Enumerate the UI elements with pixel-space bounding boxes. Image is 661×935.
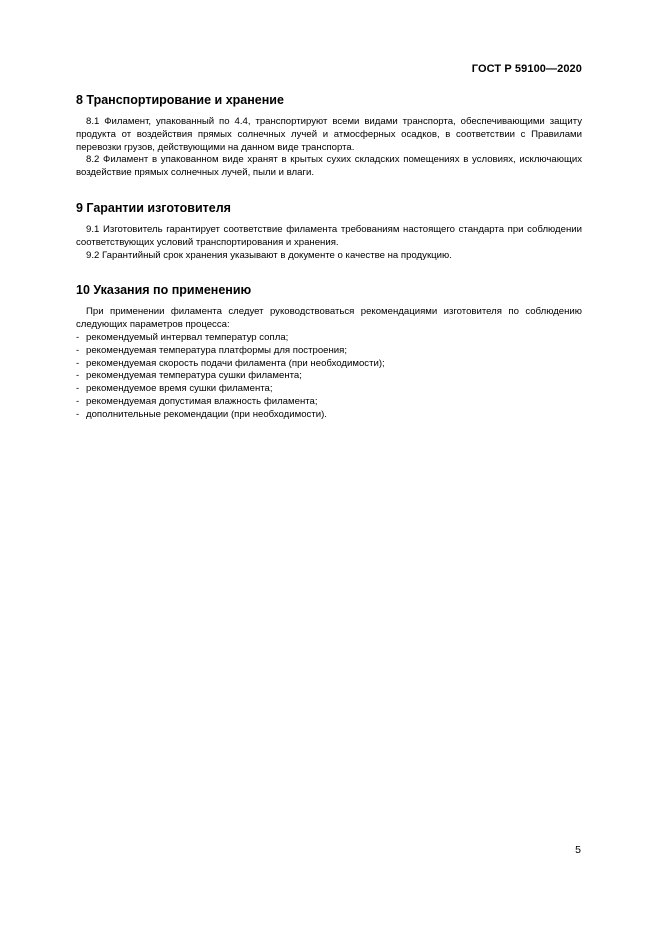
paragraph: 8.2 Филамент в упакованном виде хранят в крытых сухих складских помещениях в условиях, исключающих воздействие прямых солнечных лучей, пыли и влаги. bbox=[76, 154, 582, 179]
list-item-text: рекомендуемая скорость подачи филамента (при необходимости); bbox=[86, 357, 385, 369]
section-heading: 10 Указания по применению bbox=[76, 283, 252, 298]
list-item bbox=[76, 345, 582, 358]
list-item-text: рекомендуемая температура платформы для построения; bbox=[86, 344, 348, 356]
section-8 bbox=[76, 93, 582, 180]
section-9 bbox=[76, 201, 582, 262]
section-heading: 9 Гарантии изготовителя bbox=[76, 200, 231, 215]
list-item-text: рекомендуемая допустимая влажность филамента; bbox=[86, 395, 318, 407]
list-dash: - bbox=[76, 331, 80, 343]
list-item bbox=[76, 358, 582, 371]
list-dash: - bbox=[76, 370, 80, 382]
list-item-text: рекомендуемый интервал температур сопла; bbox=[86, 331, 289, 343]
section-heading: 8 Транспортирование и хранение bbox=[76, 93, 284, 107]
list-dash: - bbox=[76, 383, 80, 395]
paragraph: При применении филамента следует руководствоваться рекомендациями изготовителя по соблюдению следующих параметров процесса: bbox=[76, 306, 582, 331]
page-number: 5 bbox=[575, 844, 581, 856]
section-10 bbox=[76, 283, 582, 421]
list-item-text: рекомендуемое время сушки филамента; bbox=[86, 383, 273, 395]
list-item-text: рекомендуемая температура сушки филамента; bbox=[86, 370, 302, 382]
list-dash: - bbox=[76, 357, 80, 369]
list-item bbox=[76, 409, 582, 422]
parameter-list bbox=[76, 332, 582, 422]
list-item bbox=[76, 332, 582, 345]
list-dash: - bbox=[76, 408, 80, 420]
list-item bbox=[76, 370, 582, 383]
document-code: ГОСТ Р 59100—2020 bbox=[471, 63, 582, 75]
list-dash: - bbox=[76, 344, 80, 356]
list-item bbox=[76, 396, 582, 409]
paragraph: 9.1 Изготовитель гарантирует соответствие филамента требованиям настоящего стандарта при соблюдении соответствующих условий транспортирования и хранения. bbox=[76, 223, 582, 248]
paragraph: 9.2 Гарантийный срок хранения указывают в документе о качестве на продукцию. bbox=[86, 249, 452, 261]
list-dash: - bbox=[76, 395, 80, 407]
document-body bbox=[76, 93, 582, 422]
list-item-text: дополнительные рекомендации (при необходимости). bbox=[86, 408, 327, 420]
list-item bbox=[76, 383, 582, 396]
paragraph: 8.1 Филамент, упакованный по 4.4, транспортируют всеми видами транспорта, обеспечивающими защиту продукта от воздействия прямых солнечных лучей и атмосферных осадков, в соответствии с Правилами перевозки грузов, действующими на данном виде транспорта. bbox=[76, 116, 582, 153]
